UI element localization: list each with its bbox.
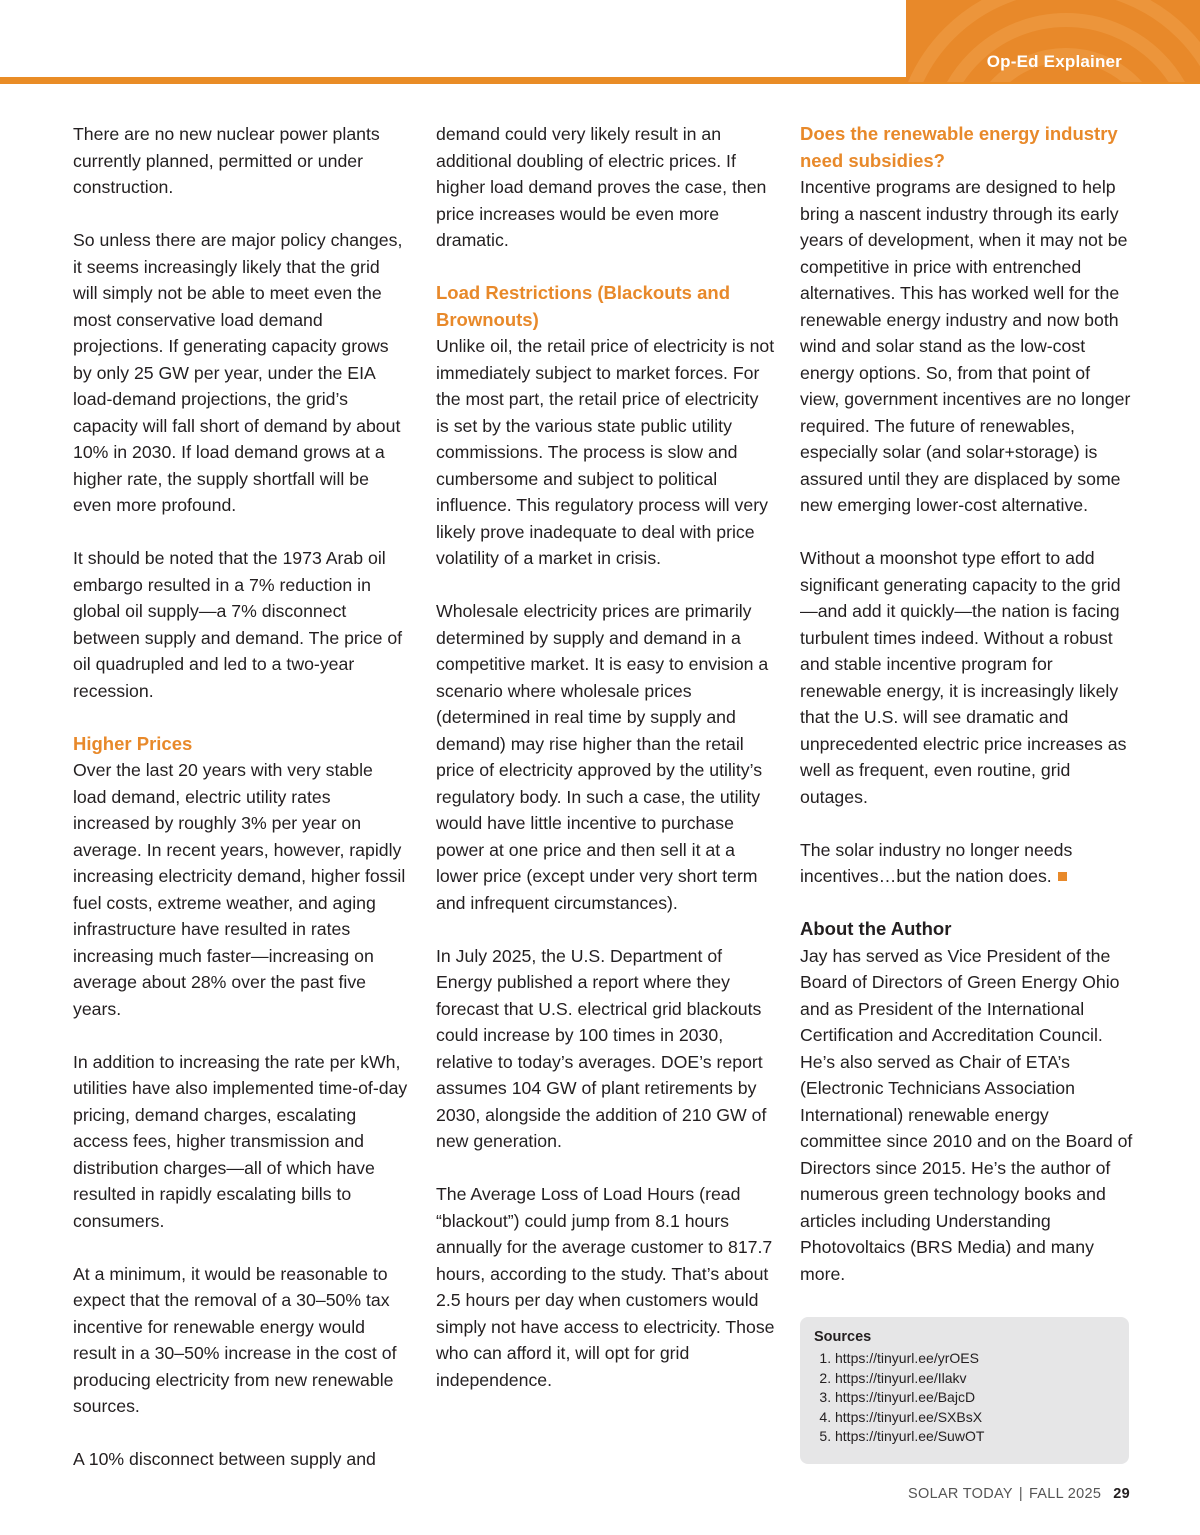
heading-load-restrictions: Load Restrictions (Blackouts and Brownouts) — [436, 282, 730, 330]
section-label: Op-Ed Explainer — [986, 52, 1122, 71]
paragraph: A 10% disconnect between supply and — [73, 1449, 376, 1469]
source-link[interactable]: 3. https://tinyurl.ee/BajcD — [835, 1388, 1115, 1408]
article-column-3 — [800, 121, 1134, 1314]
article-column-1 — [73, 121, 409, 1499]
paragraph: Unlike oil, the retail price of electricity is not immediately subject to market forces. For the most part, the retail price of electricity is set by the various state public utility commissions. The process is slow and cumbersome and subject to political influence. This regulatory process will very likely prove inadequate to deal with price volatility of a market in crisis. — [436, 336, 775, 568]
heading-higher-prices: Higher Prices — [73, 732, 193, 754]
end-mark-icon — [1058, 872, 1067, 881]
source-link[interactable]: 2. https://tinyurl.ee/Ilakv — [835, 1369, 1115, 1389]
sources-title: Sources — [814, 1329, 872, 1345]
page-number: 29 — [1113, 1486, 1130, 1502]
paragraph: At a minimum, it would be reasonable to expect that the removal of a 30–50% tax incentive for renewable energy would result in a 30–50% increase in the cost of producing electricity from new renewable sources. — [73, 1263, 397, 1416]
sources-list — [814, 1349, 1115, 1447]
section-tab — [906, 0, 1200, 82]
author-bio: Jay has served as Vice President of the Board of Directors of Green Energy Ohio and as President of the International Certification and Accreditation Council. He’s also served as Chair of ETA’s (Electronic Technicians Association International) renewable energy committee since 2010 and on the Board of Directors since 2015. He’s the author of numerous green technology books and articles including Understanding Photovoltaics (BRS Media) and many more. — [800, 945, 1133, 1284]
paragraph: So unless there are major policy changes, it seems increasingly likely that the grid will simply not be able to meet even the most conservative load demand projections. If generating capacity grows by only 25 GW per year, under the EIA load-demand projections, the grid’s capacity will fall short of demand by about 10% in 2030. If load demand grows at a higher rate, the supply shortfall will be even more profound. — [73, 230, 403, 515]
paragraph: Over the last 20 years with very stable load demand, electric utility rates increased by roughly 3% per year on average. In recent years, however, rapidly increasing electricity demand, higher fossil fuel costs, extreme weather, and aging infrastructure have resulted in rates increasing much faster—increasing on average about 28% over the past five years. — [73, 760, 406, 1019]
footer-separator: | — [1018, 1486, 1023, 1502]
heading-subsidies: Does the renewable energy industry need subsidies? — [800, 123, 1118, 171]
sources-box — [800, 1317, 1129, 1464]
paragraph: demand could very likely result in an additional doubling of electric prices. If higher load demand proves the case, then price increases would be even more dramatic. — [436, 124, 767, 250]
paragraph: There are no new nuclear power plants currently planned, permitted or under construction. — [73, 124, 380, 197]
source-link[interactable]: 5. https://tinyurl.ee/SuwOT — [835, 1427, 1115, 1447]
publication-name: SOLAR TODAY — [908, 1486, 1013, 1502]
paragraph: Wholesale electricity prices are primarily determined by supply and demand in a competitive market. It is easy to envision a scenario where wholesale prices (determined in real time by supply and demand) may rise higher than the retail price of electricity approved by the utility’s regulatory body. In such a case, the utility would have little incentive to purchase power at one price and then sell it at a lower price (except under very short term and infrequent circumstances). — [436, 601, 769, 913]
paragraph: It should be noted that the 1973 Arab oil embargo resulted in a 7% reduction in global oil supply—a 7% disconnect between supply and demand. The price of oil quadrupled and led to a two-year recession. — [73, 548, 403, 701]
paragraph-closing — [800, 837, 1134, 890]
paragraph: Incentive programs are designed to help bring a nascent industry through its early years of development, when it may not be competitive in price with entrenched alternatives. This has worked well for the renewable energy industry and now both wind and solar stand as the low-cost energy options. So, from that point of view, government incentives are no longer required. The future of renewables, especially solar (and solar+storage) is assured until they are displaced by some new emerging lower-cost alternative. — [800, 177, 1131, 515]
paragraph: The Average Loss of Load Hours (read “blackout”) could jump from 8.1 hours annually for the average customer to 817.7 hours, according to the study. That’s about 2.5 hours per day when customers would simply not have access to electricity. Those who can afford it, will opt for grid independence. — [436, 1184, 775, 1390]
issue-label: FALL 2025 — [1028, 1486, 1102, 1502]
page-footer — [908, 1486, 1130, 1502]
source-link[interactable]: 1. https://tinyurl.ee/yrOES — [835, 1349, 1115, 1369]
article-column-2 — [436, 121, 776, 1420]
paragraph: Without a moonshot type effort to add significant generating capacity to the grid—and add it quickly—the nation is facing turbulent times indeed. Without a robust and stable incentive program for renewable energy, it is increasingly likely that the U.S. will see dramatic and unprecedented electric price increases as well as frequent, even routine, grid outages. — [800, 548, 1127, 807]
source-link[interactable]: 4. https://tinyurl.ee/SXBsX — [835, 1408, 1115, 1428]
heading-about-author: About the Author — [800, 918, 952, 939]
paragraph: In July 2025, the U.S. Department of Energy published a report where they forecast that U.S. electrical grid blackouts could increase by 100 times in 2030, relative to today’s averages. DOE’s report assumes 104 GW of plant retirements by 2030, alongside the addition of 210 GW of new generation. — [436, 945, 767, 1151]
paragraph: In addition to increasing the rate per kWh, utilities have also implemented time-of-day pricing, demand charges, escalating access fees, higher transmission and distribution charges—all of which have resulted in rapidly escalating bills to consumers. — [73, 1051, 408, 1231]
closing-text: The solar industry no longer needs incentives…but the nation does. — [800, 839, 1073, 886]
